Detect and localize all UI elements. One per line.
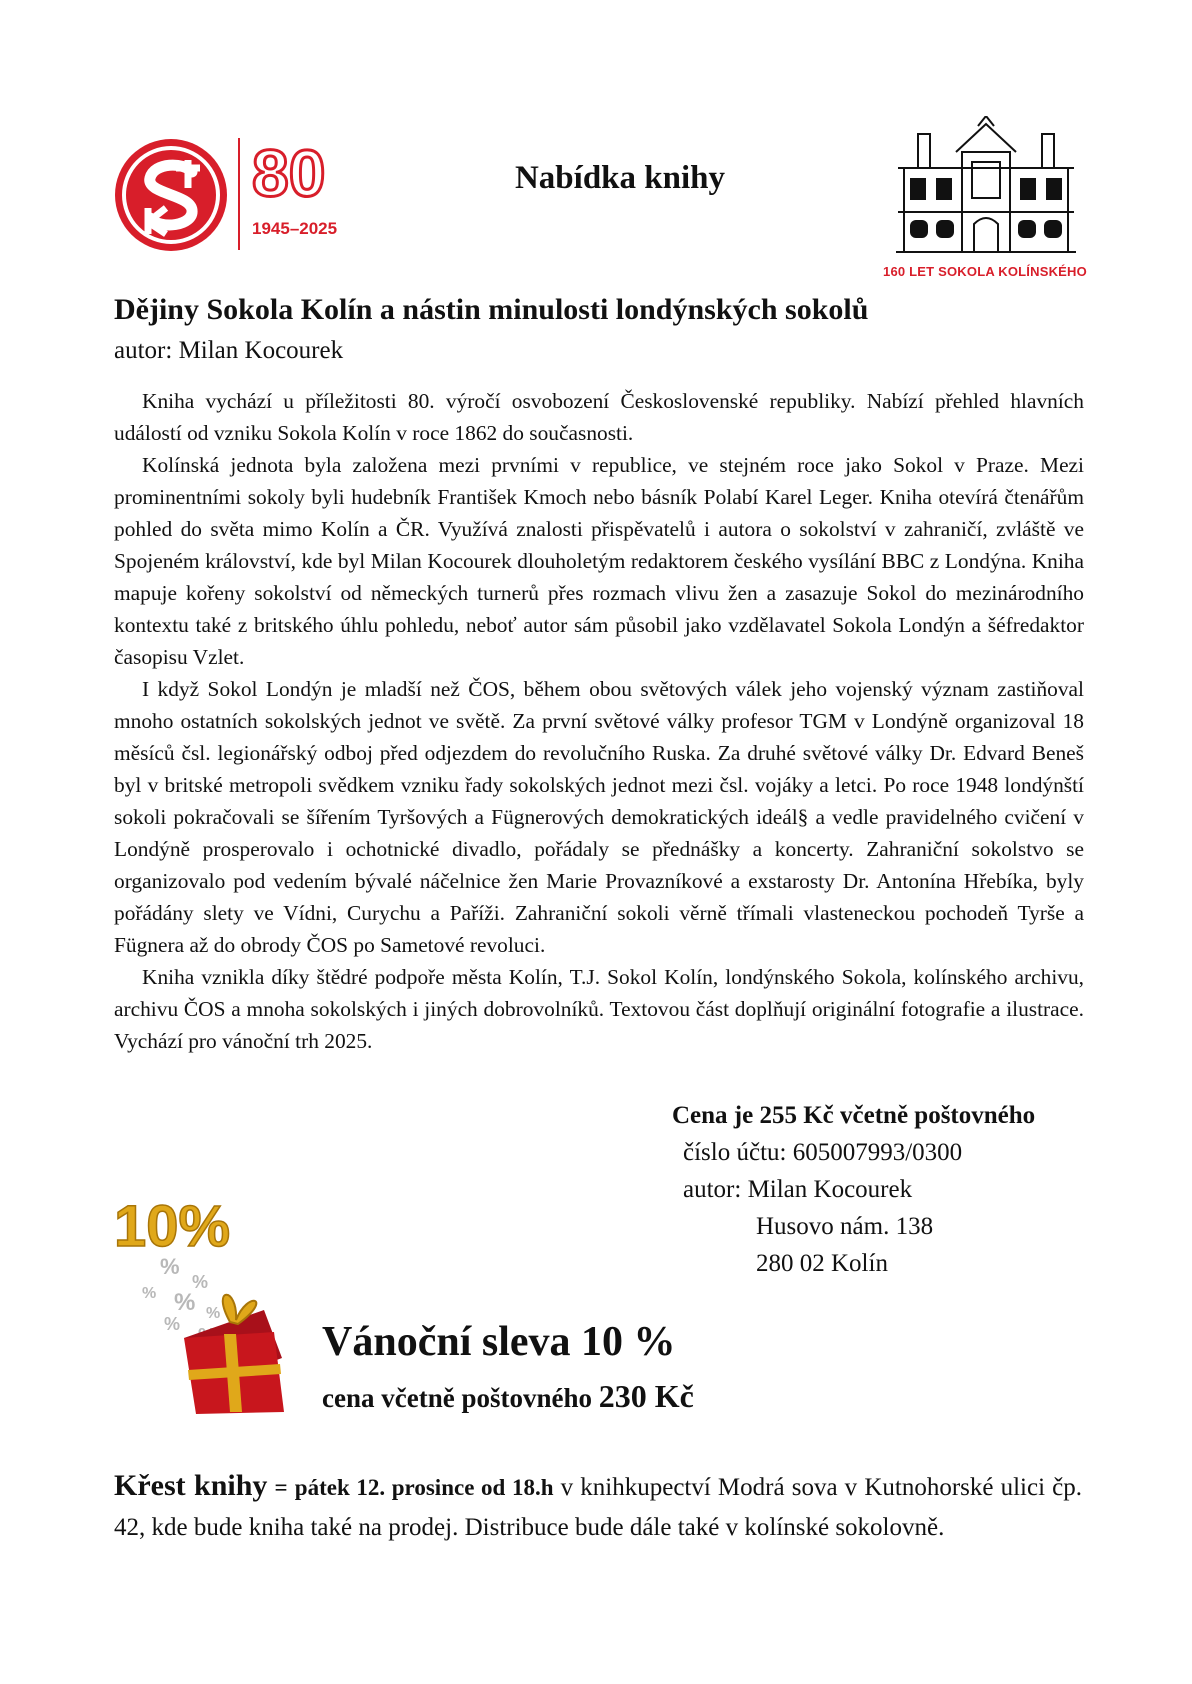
price-line: Cena je 255 Kč včetně poštovného — [672, 1102, 1036, 1129]
logo-years: 1945–2025 — [252, 219, 338, 238]
logo-anniversary-number: 80 — [252, 138, 326, 210]
sokol-80-logo — [114, 138, 374, 258]
book-author: autor: Milan Kocourek — [114, 337, 344, 364]
discount-badge: 10% — [114, 1194, 231, 1259]
launch-text: v knihkupectví Modrá sova v Kutnohorské ulici čp. 42, kde bude kniha také na prodej. Distribuce bude dále také v kolínské sokolovně. — [114, 1474, 1083, 1541]
svg-text:%: % — [206, 1305, 221, 1322]
paragraph: I když Sokol Londýn je mladší než ČOS, během obou světových válek jeho vojenský význam zastiňoval mnoho ostatních sokolských jednot ve světě. Za první světové války profesor TGM v Londýně organizoval 18 měsíců čsl. legionářský odboj před odjezdem do revolučního Ruska. Za druhé světové války Dr. Edvard Beneš byl v britské metropoli svědkem vzniku řady sokolských jednot mezi čsl. vojáky a letci. Po roce 1948 londýnští sokoli pokračovali se šířením Tyršových a Fügnerových demokratických ideál§ a vedle pravidelného cvičení v Londýně prosperovalo i ochotnické divadlo, pořádaly se přednášky a koncerty. Zahraniční sokolstvo se organizovalo pod vedením bývalé náčelnice žen Marie Provazníkové a exstarosty Dr. Antonína Hřebíka, byly pořádány slety ve Vídni, Curychu a Paříži. Zahraniční sokoli věrně třímali vlasteneckou pochodeň Tyrše a Fügnera až do obrody ČOS po Sametové revoluci. — [114, 677, 1084, 957]
sokolovna-building-illustration — [892, 116, 1080, 256]
address-street: Husovo nám. 138 — [756, 1213, 934, 1240]
paragraph: Kniha vznikla díky štědré podpoře města Kolín, T.J. Sokol Kolín, londýnského Sokola, kolínského archivu, archivu ČOS a mnoha sokolských i jiných dobrovolníků. Textovou část doplňují originální fotografie a ilustrace. Vychází pro vánoční trh 2025. — [114, 965, 1084, 1053]
svg-text:%: % — [164, 1314, 181, 1334]
discount-price-value: 230 Kč — [598, 1378, 694, 1414]
launch-equals: = — [274, 1475, 288, 1500]
price-and-order-info — [672, 1097, 1092, 1282]
page-title: Nabídka knihy — [514, 160, 726, 196]
discount-price-prefix: cena včetně poštovného — [322, 1383, 592, 1413]
order-author: autor: Milan Kocourek — [683, 1176, 913, 1203]
launch-label: Křest knihy — [114, 1469, 268, 1502]
svg-text:%: % — [174, 1289, 196, 1316]
svg-text:%: % — [142, 1285, 157, 1302]
svg-text:%: % — [192, 1272, 209, 1292]
svg-text:%: % — [160, 1254, 180, 1279]
paragraph: Kniha vychází u příležitosti 80. výročí osvobození Československé republiky. Nabízí přehled hlavních událostí od vzniku Sokola Kolín v roce 1862 do současnosti. — [114, 389, 1084, 445]
discount-title: Vánoční sleva 10 % — [322, 1319, 676, 1365]
book-description — [114, 385, 1084, 1057]
book-launch-info — [114, 1466, 1082, 1548]
book-title: Dějiny Sokola Kolín a nástin minulosti londýnských sokolů — [114, 293, 869, 326]
launch-date: pátek 12. prosince od 18.h — [294, 1475, 554, 1500]
building-caption: 160 LET SOKOLA KOLÍNSKÉHO — [883, 264, 1087, 279]
gift-box-icon — [114, 1190, 324, 1415]
paragraph: Kolínská jednota byla založena mezi prvními v republice, ve stejném roce jako Sokol v Praze. Mezi prominentními sokoly byli hudebník František Kmoch nebo básník Polabí Karel Leger. Kniha otevírá čtenářům pohled do světa mimo Kolín a ČR. Využívá znalosti přispěvatelů i autora o sokolství v zahraničí, zvláště ve Spojeném království, kde byl Milan Kocourek dlouholetým redaktorem českého vysílání BBC z Londýna. Kniha mapuje kořeny sokolství od německých turnerů přes rozmach vlivu žen a zasazuje Sokol do mezinárodního kontextu také z britského úhlu pohledu, neboť autor sám působil jako vzdělavatel Sokola Londýn a šéfredaktor časopisu Vzlet. — [114, 453, 1084, 669]
bank-account: číslo účtu: 605007993/0300 — [683, 1139, 963, 1166]
discount-price — [322, 1378, 694, 1415]
address-city: 280 02 Kolín — [756, 1250, 888, 1277]
